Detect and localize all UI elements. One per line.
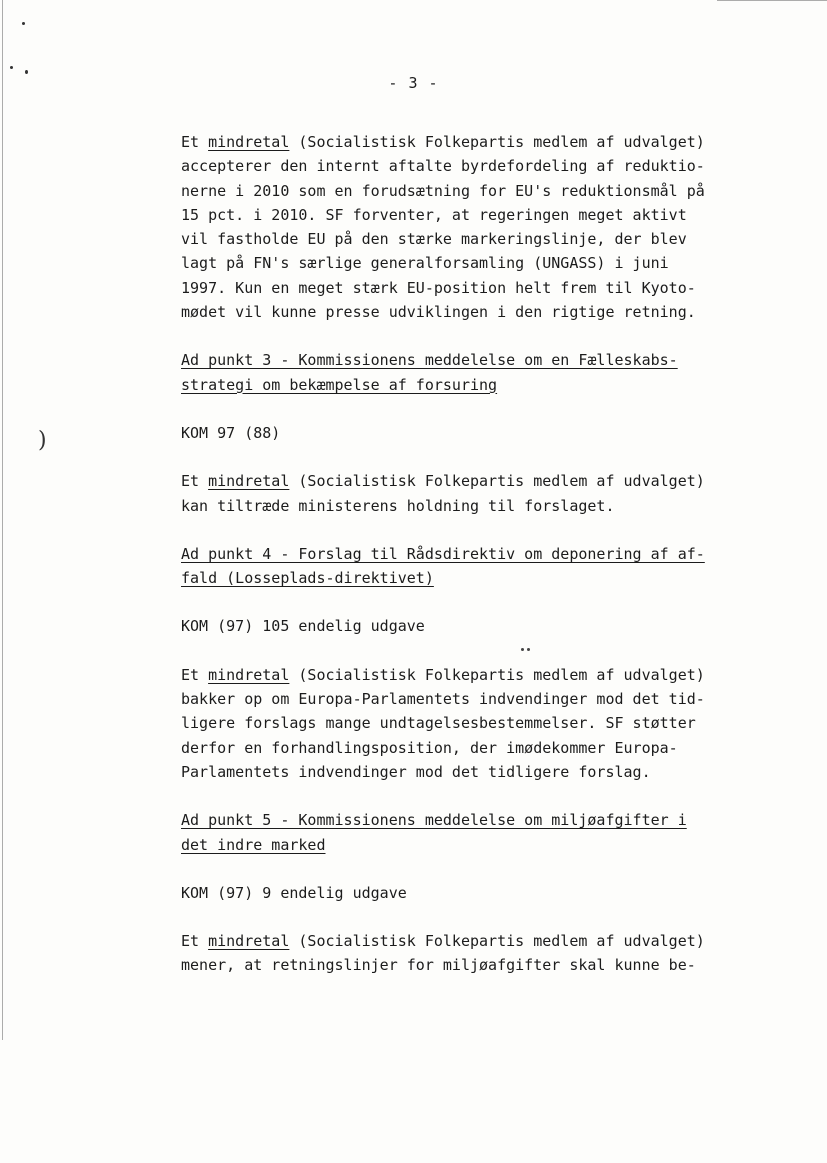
reference-text: KOM (97) 9 endelig udgave	[181, 883, 407, 902]
heading-line: det indre marked	[181, 835, 326, 854]
reference-text: KOM (97) 105 endelig udgave	[181, 617, 425, 636]
paragraph-line: mener, at retningslinjer for miljøafgifter skal kunne be-	[181, 956, 696, 975]
scan-top-rule	[717, 0, 827, 1]
document-reference	[181, 614, 771, 638]
paragraph	[181, 663, 771, 784]
paragraph-first-line	[181, 929, 771, 953]
document-reference	[181, 421, 771, 445]
paragraph-first-line-text: (Socialistisk Folkepartis medlem af udvalget)	[289, 932, 705, 951]
paragraph-line: accepterer den internt aftalte byrdefordeling af reduktio-	[181, 157, 705, 176]
section-heading	[181, 348, 771, 397]
page-number: - 3 -	[388, 74, 439, 92]
scan-mark	[10, 66, 13, 69]
paragraph	[181, 929, 771, 978]
paragraph-prefix: Et	[181, 932, 209, 951]
paragraph	[181, 130, 771, 324]
paragraph-line: derfor en forhandlingsposition, der imødekommer Europa-	[181, 738, 678, 757]
heading-line: fald (Losseplads-direktivet)	[181, 569, 434, 588]
paragraph-line: mødet vil kunne presse udviklingen i den rigtige retning.	[181, 303, 696, 322]
paragraph-first-line	[181, 469, 771, 493]
paragraph-line: 1997. Kun en meget stærk EU-position helt frem til Kyoto-	[181, 278, 696, 297]
scan-edge-line	[2, 0, 3, 1040]
scan-paren-mark: )	[38, 428, 47, 453]
paragraph-prefix: Et	[181, 472, 209, 491]
paragraph-line: nerne i 2010 som en forudsætning for EU's reduktionsmål på	[181, 181, 705, 200]
document-reference	[181, 881, 771, 905]
scan-mark	[22, 22, 25, 25]
section-heading	[181, 808, 771, 857]
paragraph-line: Parlamentets indvendinger mod det tidligere forslag.	[181, 762, 651, 781]
paragraph-line: 15 pct. i 2010. SF forventer, at regeringen meget aktivt	[181, 205, 687, 224]
paragraph-line: bakker op om Europa-Parlamentets indvendinger mod det tid-	[181, 690, 705, 709]
paragraph-first-line-text: (Socialistisk Folkepartis medlem af udvalget)	[289, 133, 705, 151]
heading-line: strategi om bekæmpelse af forsuring	[181, 375, 498, 394]
paragraph	[181, 469, 771, 518]
paragraph-first-line-text: (Socialistisk Folkepartis medlem af udvalget)	[289, 665, 705, 684]
heading-line: Ad punkt 4 - Forslag til Rådsdirektiv om deponering af af-	[181, 544, 705, 563]
paragraph-first-line	[181, 663, 771, 687]
paragraph-line: ligere forslags mange undtagelsesbestemmelser. SF støtter	[181, 714, 696, 733]
minority-term: mindretal	[208, 932, 290, 951]
reference-text: KOM 97 (88)	[181, 423, 281, 442]
paragraph-first-line-text: (Socialistisk Folkepartis medlem af udvalget)	[289, 472, 705, 491]
paragraph-line: vil fastholde EU på den stærke markeringslinje, der blev	[181, 230, 687, 249]
paragraph-line: kan tiltræde ministerens holdning til forslaget.	[181, 496, 615, 515]
paragraph-prefix: Et	[181, 665, 209, 684]
heading-line: Ad punkt 3 - Kommissionens meddelelse om en Fælleskabs-	[181, 351, 678, 370]
document-body	[181, 130, 771, 1002]
paragraph-line: lagt på FN's særlige generalforsamling (UNGASS) i juni	[181, 254, 669, 273]
paragraph-prefix: Et	[181, 133, 209, 151]
minority-term: mindretal	[208, 665, 290, 684]
section-heading	[181, 542, 771, 591]
heading-line: Ad punkt 5 - Kommissionens meddelelse om miljøafgifter i	[181, 811, 687, 830]
minority-term: mindretal	[208, 133, 290, 151]
paragraph-first-line	[181, 130, 771, 154]
minority-term: mindretal	[208, 472, 290, 491]
